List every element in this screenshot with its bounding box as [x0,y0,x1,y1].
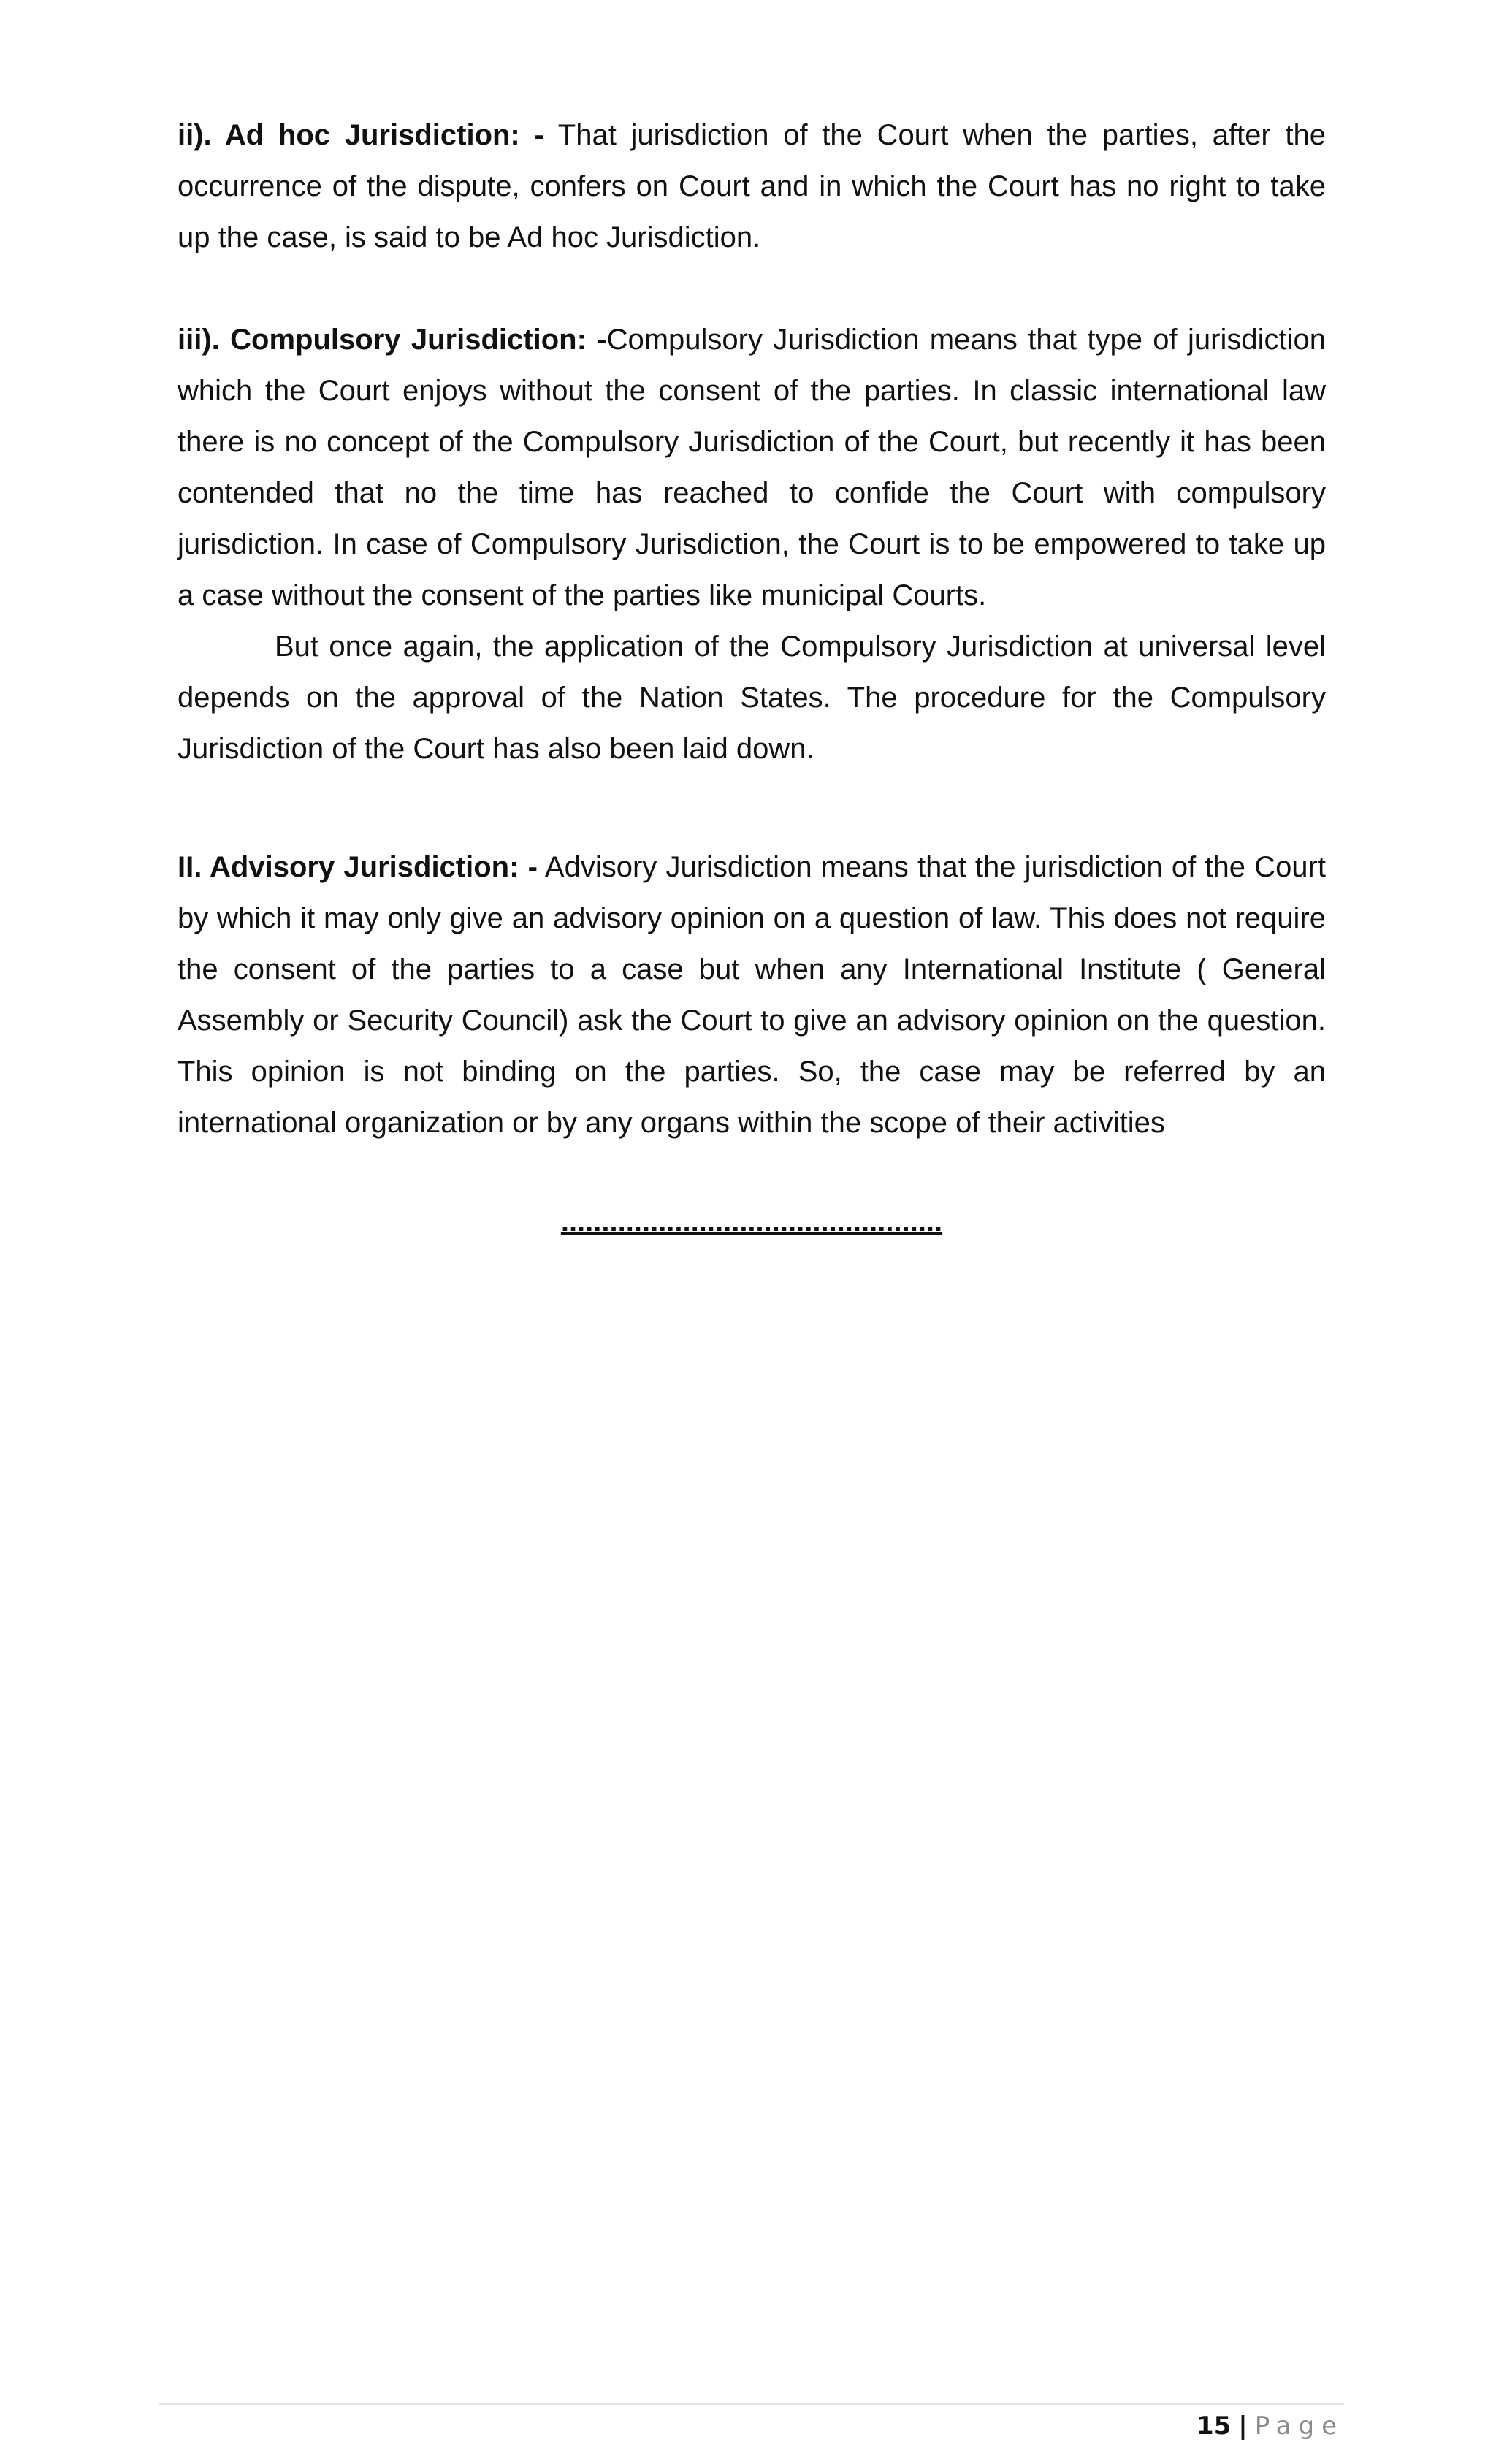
footer-divider-line [159,2403,1344,2405]
compulsory-jurisdiction-text: Compulsory Jurisdiction means that type of jurisdiction which the Court enjoys without the consent of the parties. In classic international law there is no concept of the Compulsory Jurisdiction of the Court, but recently it has been contended that no the time has reached to confide the Court with compulsory jurisdiction. In case of Compulsory Jurisdiction, the Court is to be empowered to take up a case without the consent of the parties like municipal Courts. [178,324,1326,611]
page-label: Page [1254,2411,1344,2441]
footer-divider: | [1238,2411,1248,2441]
advisory-jurisdiction-heading: II. Advisory Jurisdiction: - [178,851,538,883]
paragraph-spacer [178,774,1326,842]
adhoc-jurisdiction-paragraph [178,110,1326,263]
advisory-jurisdiction-text: Advisory Jurisdiction means that the jurisdiction of the Court by which it may only give an advisory opinion on a question of law. This does not require the consent of the parties to a case but when any International Institute ( General Assembly or Security Council) ask the Court to give an advisory opinion on the question. This opinion is not binding on the parties. So, the case may be referred by an international organization or by any organs within the scope of their activities [178,851,1326,1139]
advisory-jurisdiction-paragraph [178,842,1326,1148]
compulsory-jurisdiction-continuation: But once again, the application of the Compulsory Jurisdiction at universal level depends on the approval of the Nation States. The procedure for the Compulsory Jurisdiction of the Court has also been laid down. [178,630,1326,765]
document-body [178,110,1326,1243]
page-footer [1197,2408,1344,2444]
section-end-separator [178,1199,1326,1243]
adhoc-jurisdiction-text: That jurisdiction of the Court when the parties, after the occurrence of the dispute, confers on Court and in which the Court has no right to take up the case, is said to be Ad hoc Jurisdiction. [178,119,1326,253]
compulsory-jurisdiction-paragraph [178,314,1326,621]
adhoc-jurisdiction-heading: ii). Ad hoc Jurisdiction: - [178,119,544,151]
dotted-separator-line: ............................................... [560,1205,943,1237]
compulsory-jurisdiction-heading: iii). Compulsory Jurisdiction: - [178,324,607,356]
page-number: 15 [1196,2411,1232,2441]
paragraph-spacer [178,263,1326,314]
